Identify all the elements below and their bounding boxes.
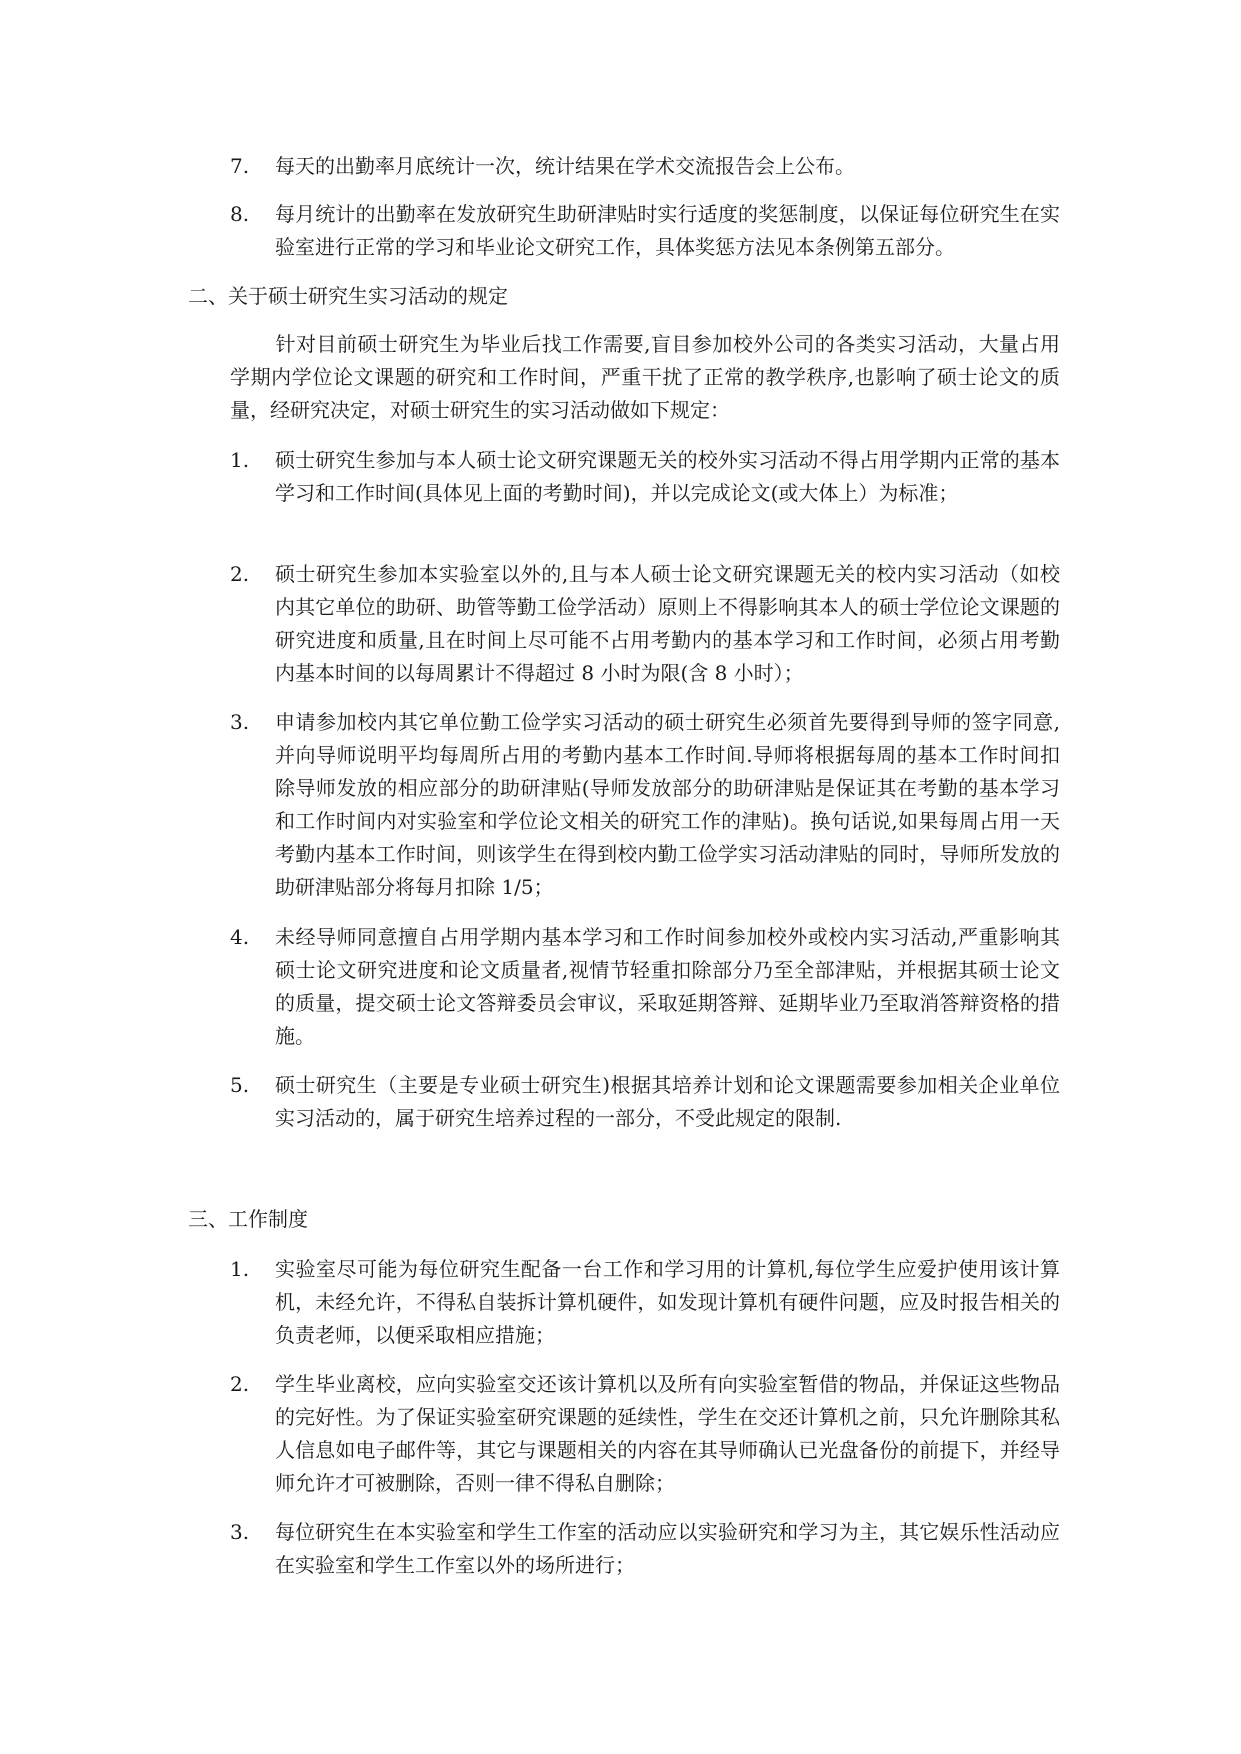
list-item [230,921,1060,1053]
section-heading: 二、关于硕士研究生实习活动的规定 [188,284,508,308]
list-item [230,198,1060,264]
item-number: 3. [230,710,250,734]
list-item [230,706,1060,904]
item-text: 硕士研究生（主要是专业硕士研究生)根据其培养计划和论文课题需要参加相关企业单位实习活动的，属于研究生培养过程的一部分，不受此规定的限制. [275,1073,1060,1130]
item-text: 硕士研究生参加与本人硕士论文研究课题无关的校外实习活动不得占用学期内正常的基本学习和工作时间(具体见上面的考勤时间)，并以完成论文(或大体上）为标准； [275,448,1060,505]
item-number: 1. [230,1257,250,1281]
list-item [230,1368,1060,1500]
item-text: 每天的出勤率月底统计一次，统计结果在学术交流报告会上公布。 [275,154,855,178]
item-text: 每位研究生在本实验室和学生工作室的活动应以实验研究和学习为主，其它娱乐性活动应在实验室和学生工作室以外的场所进行； [275,1520,1060,1577]
list-item [230,1516,1060,1582]
item-text: 硕士研究生参加本实验室以外的,且与本人硕士论文研究课题无关的校内实习活动（如校内其它单位的助研、助管等勤工俭学活动）原则上不得影响其本人的硕士学位论文课题的研究进度和质量,且在时间上尽可能不占用考勤内的基本学习和工作时间，必须占用考勤内基本时间的以每周累计不得超过 8 小时为限(含 8 小时）； [275,562,1060,685]
item-text: 实验室尽可能为每位研究生配备一台工作和学习用的计算机,每位学生应爱护使用该计算机，未经允许，不得私自装拆计算机硬件，如发现计算机有硬件问题，应及时报告相关的负责老师，以便采取相应措施； [275,1257,1060,1347]
section-intro [230,328,1060,427]
list-item [230,444,1060,510]
item-number: 3. [230,1520,250,1544]
list-item [230,558,1060,690]
item-number: 7. [230,154,250,178]
item-number: 4. [230,925,250,949]
item-text: 申请参加校内其它单位勤工俭学实习活动的硕士研究生必须首先要得到导师的签字同意,并向导师说明平均每周所占用的考勤内基本工作时间.导师将根据每周的基本工作时间扣除导师发放的相应部分的助研津贴(导师发放部分的助研津贴是保证其在考勤的基本学习和工作时间内对实验室和学位论文相关的研究工作的津贴)。换句话说,如果每周占用一天考勤内基本工作时间，则该学生在得到校内勤工俭学实习活动津贴的同时，导师所发放的助研津贴部分将每月扣除 1/5； [275,710,1060,899]
list-item [230,1069,1060,1135]
item-number: 1. [230,448,250,472]
intro-text: 针对目前硕士研究生为毕业后找工作需要,盲目参加校外公司的各类实习活动，大量占用学期内学位论文课题的研究和工作时间，严重干扰了正常的教学秩序,也影响了硕士论文的质量，经研究决定，对硕士研究生的实习活动做如下规定： [230,332,1060,422]
item-text: 未经导师同意擅自占用学期内基本学习和工作时间参加校外或校内实习活动,严重影响其硕士论文研究进度和论文质量者,视情节轻重扣除部分乃至全部津贴，并根据其硕士论文的质量，提交硕士论文答辩委员会审议，采取延期答辩、延期毕业乃至取消答辩资格的措施。 [275,925,1060,1048]
item-text: 每月统计的出勤率在发放研究生助研津贴时实行适度的奖惩制度，以保证每位研究生在实验室进行正常的学习和毕业论文研究工作，具体奖惩方法见本条例第五部分。 [275,202,1060,259]
list-item [230,1253,1060,1352]
item-number: 8. [230,202,250,226]
list-item [230,150,1060,183]
item-number: 5. [230,1073,250,1097]
item-number: 2. [230,562,250,586]
item-number: 2. [230,1372,250,1396]
item-text: 学生毕业离校，应向实验室交还该计算机以及所有向实验室暂借的物品，并保证这些物品的完好性。为了保证实验室研究课题的延续性，学生在交还计算机之前，只允许删除其私人信息如电子邮件等，其它与课题相关的内容在其导师确认已光盘备份的前提下，并经导师允许才可被删除，否则一律不得私自删除； [275,1372,1060,1495]
section-heading: 三、工作制度 [188,1207,308,1231]
